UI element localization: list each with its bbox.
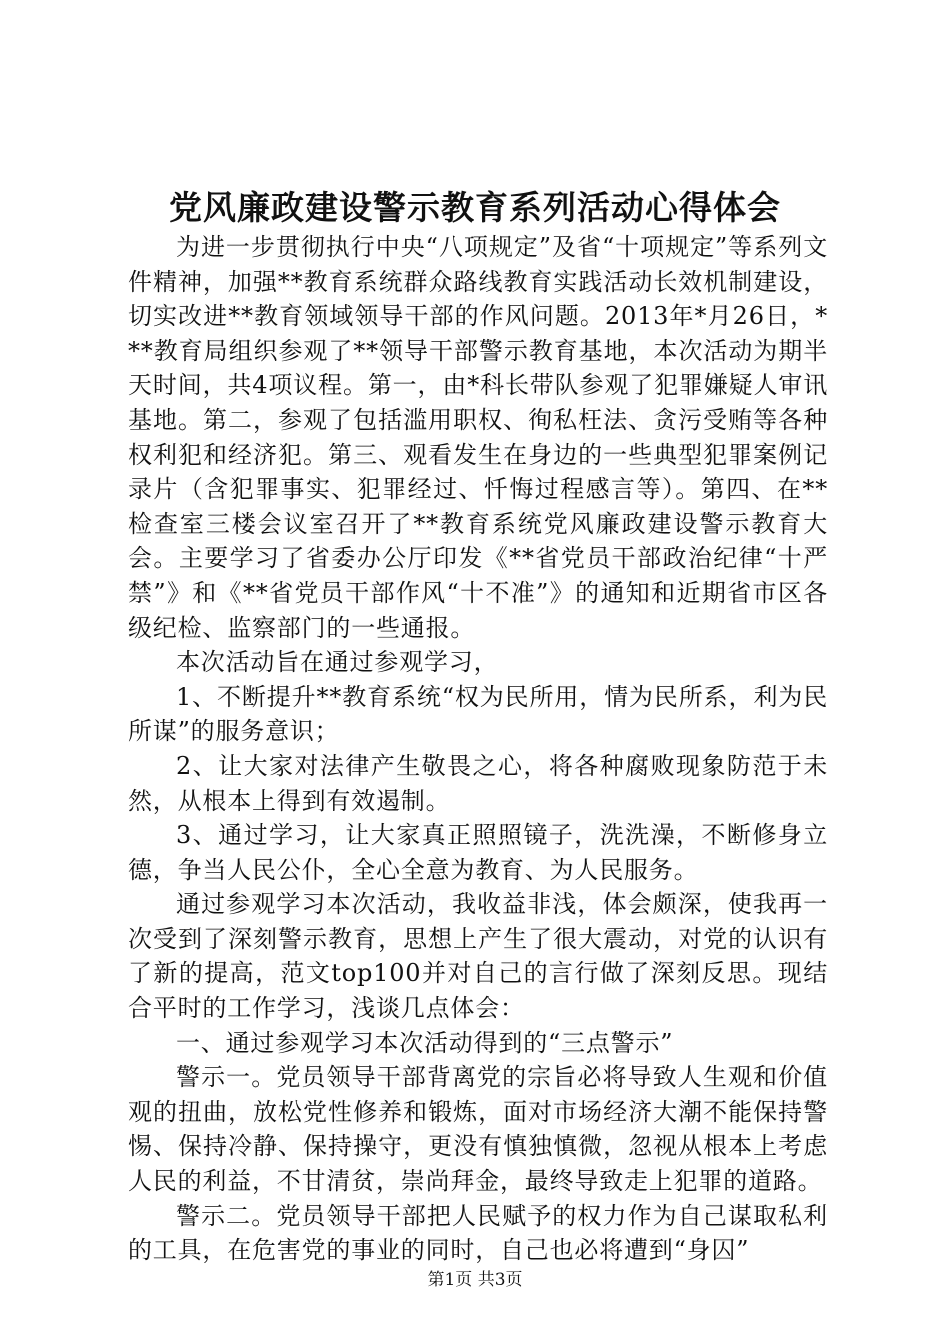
- paragraph: 3、通过学习，让大家真正照照镜子，洗洗澡，不断修身立德，争当人民公仆，全心全意为教育、为人民服务。: [128, 821, 828, 884]
- paragraph: 1、不断提升**教育系统“权为民所用，情为民所系，利为民所谋”的服务意识；: [128, 682, 828, 746]
- paragraph: 警示二。党员领导干部把人民赋予的权力作为自己谋取私利的工具，在危害党的事业的同时，自己也必将遭到“身囚”: [128, 1201, 828, 1265]
- paragraph: 本次活动旨在通过参观学习，: [176, 648, 499, 677]
- paragraph: 通过参观学习本次活动，我收益非浅，体会颇深，使我再一次受到了深刻警示教育，思想上产生了很大震动，对党的认识有了新的提高，范文top100并对自己的言行做了深刻反思。现结合平时的工作学习，浅谈几点体会：: [128, 890, 828, 1023]
- page-footer: 第1页 共3页: [427, 1270, 523, 1290]
- section-heading: 一、通过参观学习本次活动得到的“三点警示”: [176, 1028, 674, 1057]
- paragraph: 2、让大家对法律产生敬畏之心，将各种腐败现象防范于未然，从根本上得到有效遏制。: [128, 751, 828, 815]
- document-body: [128, 230, 828, 1268]
- document-title: 党风廉政建设警示教育系列活动心得体会: [169, 188, 781, 227]
- paragraph: 警示一。党员领导干部背离党的宗旨必将导致人生观和价值观的扭曲，放松党性修养和锻炼，面对市场经济大潮不能保持警惕、保持冷静、保持操守，更没有慎独慎微，忽视从根本上考虑人民的利益，不甘清贫，崇尚拜金，最终导致走上犯罪的道路。: [128, 1063, 828, 1196]
- paragraph: 为进一步贯彻执行中央“八项规定”及省“十项规定”等系列文件精神，加强**教育系统群众路线教育实践活动长效机制建设，切实改进**教育领域领导干部的作风问题。2013年*月26日，***教育局组织参观了**领导干部警示教育基地，本次活动为期半天时间，共4项议程。第一，由*科长带队参观了犯罪嫌疑人审讯基地。第二，参观了包括滥用职权、徇私枉法、贪污受贿等各种权利犯和经济犯。第三、观看发生在身边的一些典型犯罪案例记录片（含犯罪事实、犯罪经过、忏悔过程感言等）。第四、在**检查室三楼会议室召开了**教育系统党风廉政建设警示教育大会。主要学习了省委办公厅印发《**省党员干部政治纪律“十严禁”》和《**省党员干部作风“十不准”》的通知和近期省市区各级纪检、监察部门的一些通报。: [128, 233, 828, 642]
